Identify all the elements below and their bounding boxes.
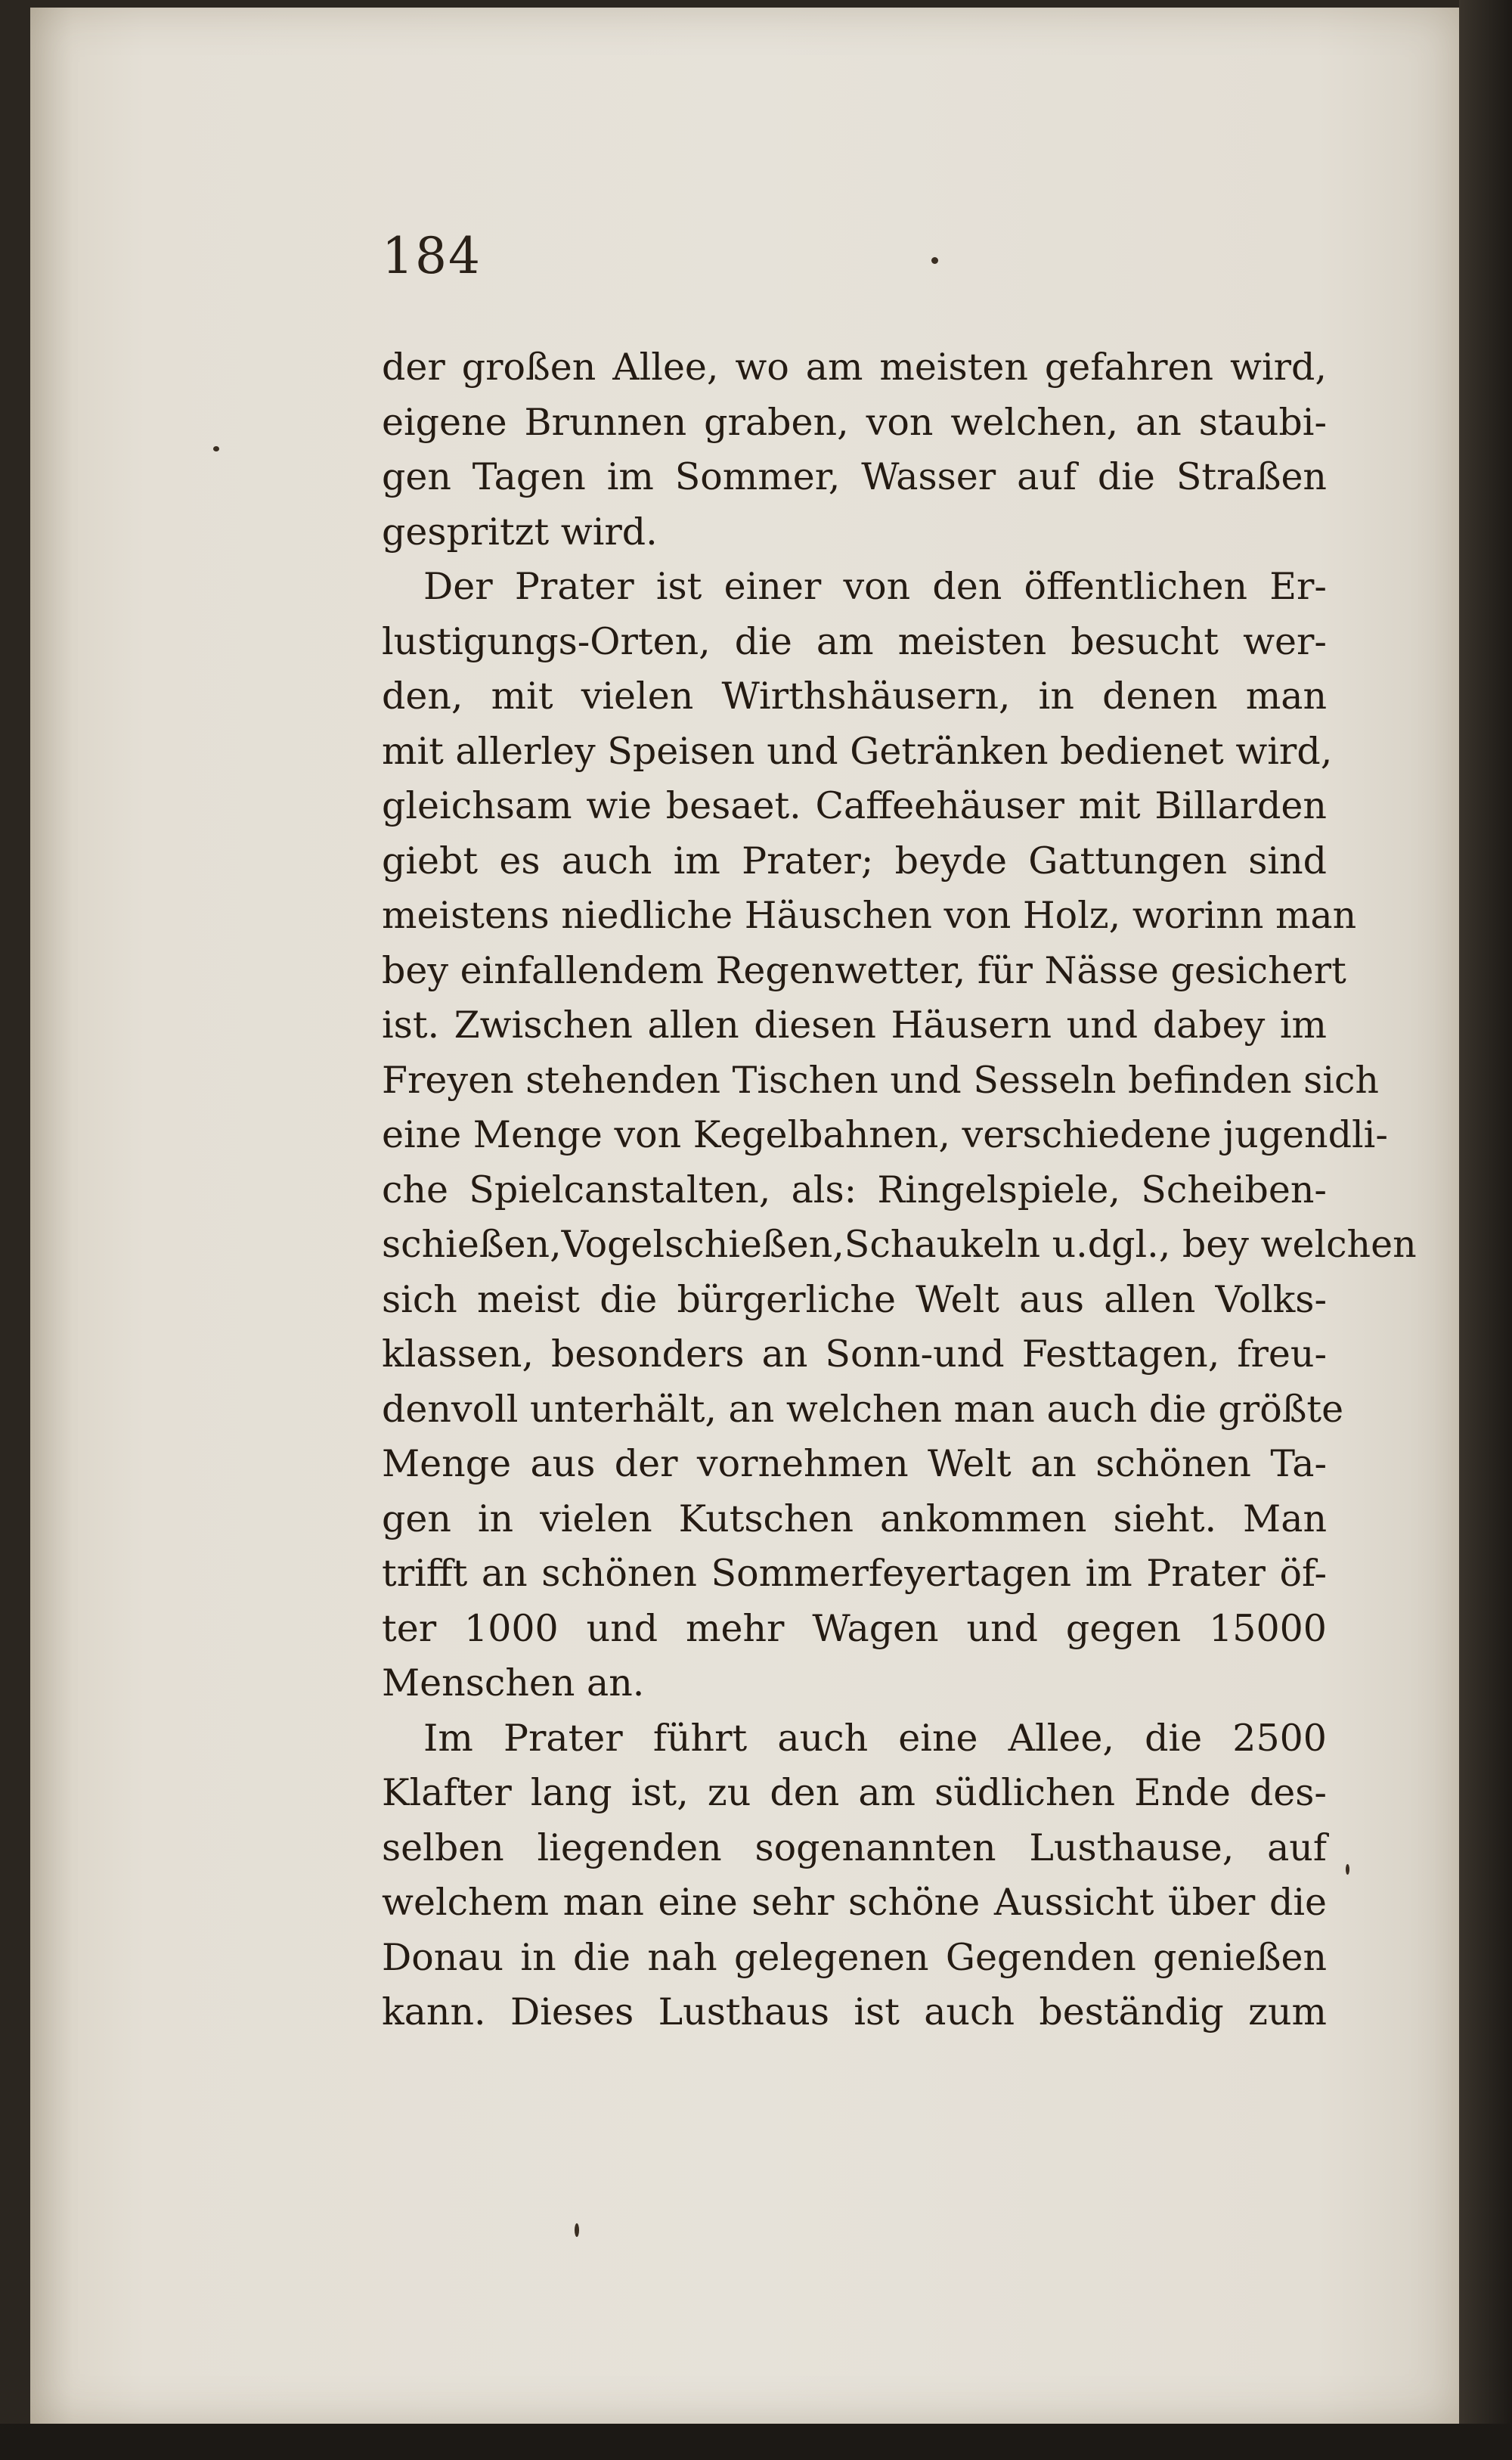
text-line: klassen, besonders an Sonn-und Festtagen, freu- <box>382 1332 1327 1376</box>
background-bottom <box>0 2424 1512 2460</box>
text-line: gleichsam wie besaet. Caffeehäuser mit Billarden <box>382 784 1327 827</box>
text-line: mit allerley Speisen und Getränken bedienet wird, <box>382 729 1333 773</box>
text-line: selben liegenden sogenannten Lusthause, auf <box>382 1826 1327 1869</box>
text-line: gespritzt wird. <box>382 510 658 554</box>
text-line: eine Menge von Kegelbahnen, verschiedene jugendli- <box>382 1113 1388 1156</box>
text-line: kann. Dieses Lusthaus ist auch beständig zum <box>382 1990 1327 2033</box>
text-line: giebt es auch im Prater; beyde Gattungen sind <box>382 839 1327 883</box>
paper-speck <box>1346 1864 1349 1875</box>
text-line: meistens niedliche Häuschen von Holz, worinn man <box>382 894 1357 937</box>
paper-speck <box>575 2223 579 2237</box>
text-line: Donau in die nah gelegenen Gegenden genießen <box>382 1935 1327 1979</box>
text-line: sich meist die bürgerliche Welt aus allen Volks- <box>382 1277 1327 1321</box>
text-line: schießen,Vogelschießen,Schaukeln u.dgl., bey welchen <box>382 1223 1417 1266</box>
text-line: Menschen an. <box>382 1661 645 1705</box>
text-line: trifft an schönen Sommerfeyertagen im Prater öf- <box>382 1552 1327 1595</box>
text-line: lustigungs-Orten, die am meisten besucht wer- <box>382 619 1327 663</box>
text-line: bey einfallendem Regenwetter, für Nässe gesichert <box>382 948 1346 992</box>
text-line: denvoll unterhält, an welchen man auch die größte <box>382 1387 1344 1431</box>
text-line: che Spielcanstalten, als: Ringelspiele, Scheiben- <box>382 1168 1327 1211</box>
paper-speck <box>931 257 938 264</box>
text-line: ter 1000 und mehr Wagen und gegen 15000 <box>382 1606 1327 1650</box>
text-line: gen Tagen im Sommer, Wasser auf die Straßen <box>382 455 1327 498</box>
text-line: Freyen stehenden Tischen und Sesseln befinden sich <box>382 1058 1379 1102</box>
paper-speck <box>213 446 219 451</box>
text-line: der großen Allee, wo am meisten gefahren wird, <box>382 346 1327 389</box>
text-line: gen in vielen Kutschen ankommen sieht. Man <box>382 1497 1327 1540</box>
text-line: Der Prater ist einer von den öffentlichen Er- <box>423 565 1327 608</box>
text-line: Im Prater führt auch eine Allee, die 2500 <box>423 1716 1327 1760</box>
text-line: welchem man eine sehr schöne Aussicht über die <box>382 1881 1327 1924</box>
text-line: Menge aus der vornehmen Welt an schönen Ta- <box>382 1442 1327 1485</box>
body-text <box>382 340 1417 2040</box>
background-edge <box>1459 0 1512 2460</box>
text-line: den, mit vielen Wirthshäusern, in denen man <box>382 675 1327 718</box>
text-line: ist. Zwischen allen diesen Häusern und dabey im <box>382 1004 1327 1047</box>
page-number: 184 <box>382 227 482 285</box>
text-line: eigene Brunnen graben, von welchen, an staubi- <box>382 400 1327 444</box>
text-line: Klafter lang ist, zu den am südlichen Ende des- <box>382 1771 1327 1814</box>
